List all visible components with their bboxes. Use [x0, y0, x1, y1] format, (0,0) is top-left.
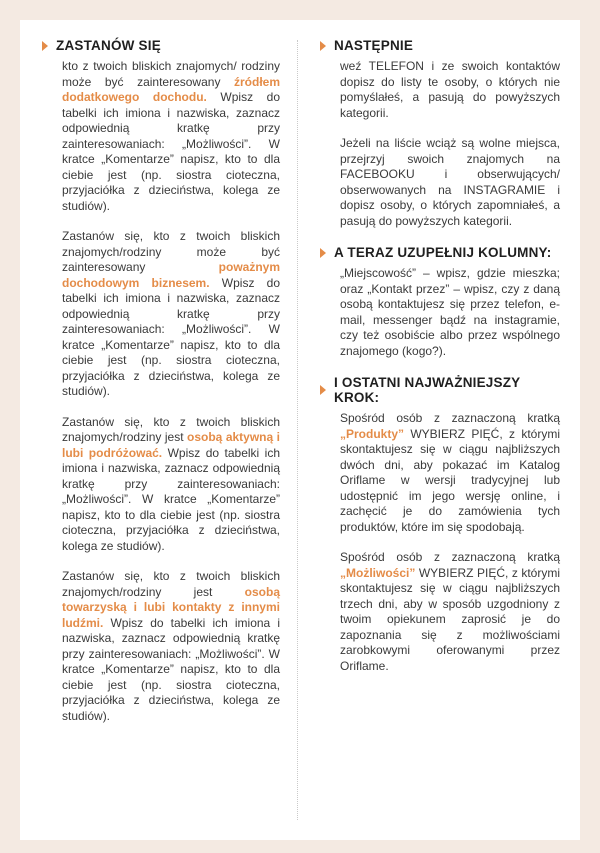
text: Spośród osób z zaznaczoną kratką	[340, 411, 560, 425]
text: Zastanów się, kto z twoich bliskich znajomych/rodziny jest	[62, 569, 280, 599]
heading-text: A TERAZ UZUPEŁNIJ KOLUMNY:	[334, 245, 552, 260]
section-heading	[320, 38, 560, 53]
text: Zastanów się, kto z twoich bliskich znajomych/rodziny może być zainteresowany	[62, 229, 280, 274]
paragraph-social	[42, 569, 280, 724]
paragraph-opportunities	[320, 550, 560, 674]
section-uzupelnij	[320, 245, 560, 359]
text: Spośród osób z zaznaczoną kratką	[340, 550, 560, 564]
paragraph-income	[42, 59, 280, 214]
text: kto z twoich bliskich znajomych/ rodziny może być zainteresowany	[62, 59, 280, 89]
paragraph-phone: weź TELEFON i ze swoich kontaktów dopisz do listy te osoby, o których nie pomyślałeś, a pasują do powyższych kategorii.	[340, 59, 560, 120]
section-heading	[42, 38, 280, 53]
highlight-text: „Możliwości”	[340, 565, 416, 580]
bullet-triangle-icon	[320, 385, 326, 395]
heading-text: I OSTATNI NAJWAŻNIEJSZY KROK:	[334, 375, 521, 405]
highlight-text: poważnym dochodowym biznesem.	[62, 260, 280, 290]
text: WYBIERZ PIĘĆ, z którymi skontaktujesz się w ciągu najbliższych dwóch dni, aby pokazać im Katalog Oriflame w wersji tradycyjnej lub udostępnić im jego wersję online, i zachęcić je do zamówienia tych produktów, które im się spodobają.	[340, 426, 560, 534]
section-ostatni-krok	[320, 375, 560, 674]
text: Wpisz do tabelki ich imiona i nazwiska, zaznacz odpowiednią kratkę przy zainteresowaniach: „Możliwości”. W kratce „Komentarze” napisz, kto to dla ciebie jest (np. siostra cioteczna, przyjaciółka z dzieciństwa, kolega ze studiów).	[62, 275, 280, 398]
right-column	[320, 38, 560, 690]
highlight-text: osobą towarzyską i lubi kontakty z innymi ludźmi.	[62, 584, 280, 630]
text: Wpisz do tabelki ich imiona i nazwiska, zaznacz odpowiednią kratkę przy zainteresowaniach: „Możliwości”. W kratce „Komentarze” napisz, kto to dla ciebie jest (np. siostra cioteczna, przyjaciółka z dzieciństwa, kolega ze studiów).	[62, 90, 280, 213]
text: WYBIERZ PIĘĆ, z którymi skontaktujesz się w ciągu najbliższych trzech dni, aby w sposób uzgodniony z twoim opiekunem zaprosić je do zapoznania się z możliwościami zarobkowymi oferowanymi przez Oriflame.	[340, 565, 560, 673]
section-heading	[320, 375, 560, 405]
section-zastanow-sie	[42, 38, 280, 724]
bullet-triangle-icon	[42, 41, 48, 51]
text: Zastanów się, kto z twoich bliskich znajomych/rodziny jest	[62, 414, 280, 444]
paragraph-social-media: Jeżeli na liście wciąż są wolne miejsca, przejrzyj swoich znajomych na FACEBOOKU i obserwujących/ obserwowanych na INSTAGRAMIE i dopisz osoby, o których zapomniałeś, a pasują do powyższych kategorii.	[340, 136, 560, 228]
text: Wpisz do tabelki ich imiona i nazwiska, zaznacz odpowiednią kratkę przy zainteresowaniach: „Możliwości”. W kratce „Komentarze” napisz, kto to dla ciebie jest (np. siostra cioteczna, przyjaciółka z dzieciństwa, kolega ze studiów).	[62, 615, 280, 723]
bullet-triangle-icon	[320, 41, 326, 51]
section-nastepnie	[320, 38, 560, 229]
heading-text: ZASTANÓW SIĘ	[56, 38, 161, 53]
highlight-text: źródłem dodatkowego dochodu.	[62, 74, 280, 104]
paragraph-columns: „Miejscowość” – wpisz, gdzie mieszka; oraz „Kontakt przez” – wpisz, czy z daną osobą kontaktujesz się przez telefon, e-mail, messenger bądź na instagramie, czy też osobiście albo przez wspólnego znajomego (kogo?).	[340, 266, 560, 358]
left-column	[42, 38, 280, 740]
highlight-text: osobą aktywną i lubi podróżować.	[62, 430, 280, 460]
section-heading	[320, 245, 560, 260]
heading-text: NASTĘPNIE	[334, 38, 414, 53]
bullet-triangle-icon	[320, 248, 326, 258]
column-divider	[297, 40, 298, 820]
text: Wpisz do tabelki ich imiona i nazwiska, zaznacz odpowiednią kratkę przy zainteresowaniach: „Możliwości”. W kratce „Komentarze” napisz, kto to dla ciebie jest (np. siostra cioteczna, przyjaciółka z dzieciństwa, kolega ze studiów).	[62, 445, 280, 553]
paragraph-products	[320, 411, 560, 535]
paragraph-business	[42, 229, 280, 400]
paragraph-active	[42, 415, 280, 555]
worksheet-page	[20, 20, 580, 840]
highlight-text: „Produkty”	[340, 426, 405, 441]
